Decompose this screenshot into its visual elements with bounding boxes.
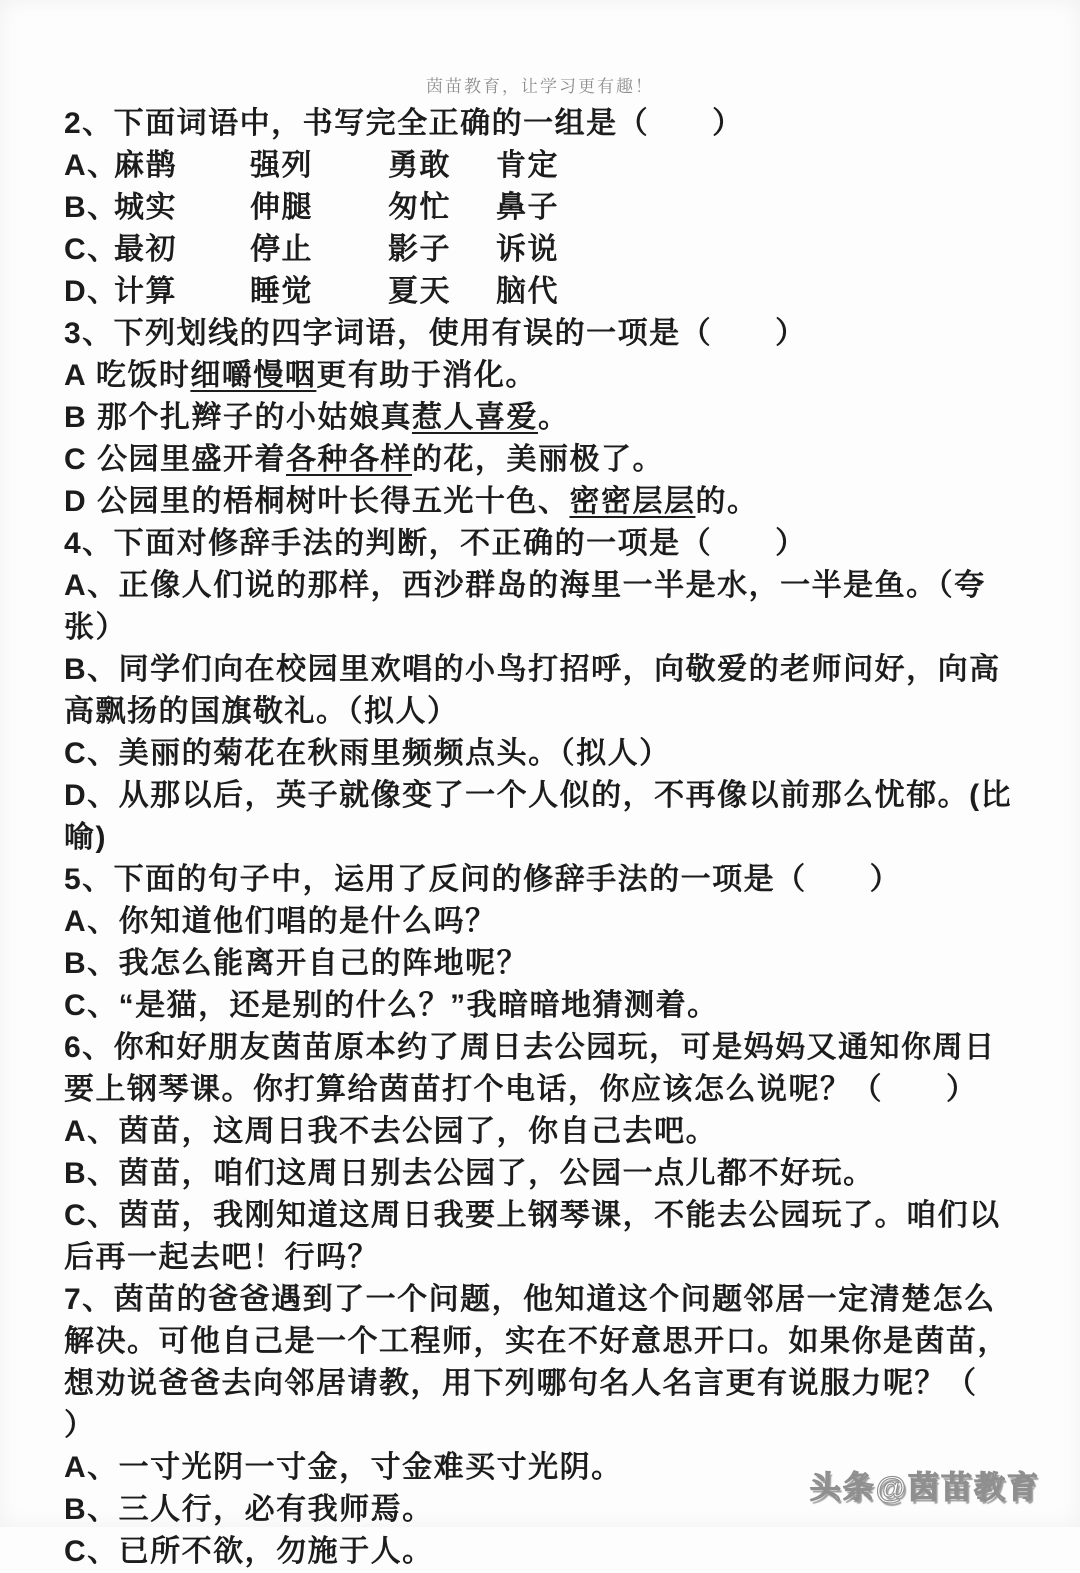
- question-5-option-a: A、你知道他们唱的是什么吗？: [64, 905, 497, 938]
- question-6-option-a: A、茵苗，这周日我不去公园了，你自己去吧。: [64, 1115, 718, 1148]
- underlined-phrase: 细嚼慢咽: [190, 359, 317, 392]
- option-label: A、: [64, 149, 119, 182]
- word-cell: 诉说: [496, 233, 559, 266]
- question-4-stem: 4、下面对修辞手法的判断，不正确的一项是（ ）: [64, 527, 807, 560]
- question-5-stem: 5、下面的句子中，运用了反问的修辞手法的一项是（ ）: [64, 863, 902, 896]
- word-cell: 停止: [250, 233, 313, 266]
- question-3-stem: 3、下列划线的四字词语，使用有误的一项是（ ）: [64, 317, 807, 350]
- word-cell: 脑代: [496, 275, 559, 308]
- word-cell: 夏天: [388, 275, 451, 308]
- question-4-option-b: B、同学们向在校园里欢唱的小鸟打招呼，向敬爱的老师问好，向高高飘扬的国旗敬礼。（拟人）: [64, 653, 1001, 728]
- watermark-text: 头条@茵苗教育: [809, 1470, 1040, 1505]
- question-7-option-a: A、一寸光阴一寸金，寸金难买寸光阴。: [64, 1451, 623, 1484]
- word-cell: 最初: [114, 233, 177, 266]
- underlined-phrase: 各种各样: [286, 443, 412, 476]
- option-label: C、: [64, 233, 119, 266]
- header-slogan: 茵苗教育，让学习更有趣！: [426, 77, 654, 96]
- question-4-option-c: C、美丽的菊花在秋雨里频频点头。（拟人）: [64, 737, 671, 770]
- option-text: 。: [538, 401, 570, 434]
- question-6-stem: 6、你和好朋友茵苗原本约了周日去公园玩，可是妈妈又通知你周日要上钢琴课。你打算给茵苗打个电话，你应该怎么说呢？（ ）: [64, 1031, 996, 1106]
- option-text: 的花，美丽极了。: [412, 443, 664, 476]
- question-7-option-b: B、三人行，必有我师焉。: [64, 1493, 434, 1526]
- word-cell: 影子: [388, 233, 451, 266]
- option-text: D 公园里的梧桐树叶长得五光十色、: [64, 485, 570, 518]
- question-2-stem: 2、下面词语中，书写完全正确的一组是（ ）: [64, 107, 744, 140]
- question-2-row-a: [64, 145, 1018, 187]
- option-text: B 那个扎辫子的小姑娘真: [64, 401, 412, 434]
- question-7-stem: 7、茵苗的爸爸遇到了一个问题，他知道这个问题邻居一定清楚怎么解决。可他自己是一个工程师，实在不好意思开口。如果你是茵苗，想劝说爸爸去向邻居请教，用下列哪句名人名言更有说服力呢？（ ）: [64, 1283, 1041, 1442]
- question-2-row-d: [64, 271, 1018, 313]
- question-2-row-c: [64, 229, 1018, 271]
- underlined-phrase: 密密层层: [569, 485, 696, 518]
- word-cell: 匆忙: [388, 191, 451, 224]
- question-7-option-c: C、已所不欲，勿施于人。: [64, 1535, 434, 1568]
- question-4-option-d: D、从那以后，英子就像变了一个人似的，不再像以前那么忧郁。(比喻): [64, 779, 1013, 854]
- option-text: 更有助于消化。: [316, 359, 537, 392]
- question-3-option-c: [64, 439, 1018, 481]
- question-2-row-b: [64, 187, 1018, 229]
- option-text: 的。: [695, 485, 759, 518]
- word-cell: 计算: [114, 275, 177, 308]
- word-cell: 强列: [250, 149, 313, 182]
- option-text: A 吃饭时: [64, 359, 191, 392]
- question-3-option-d: [64, 481, 1018, 523]
- question-5-option-b: B、我怎么能离开自己的阵地呢？: [64, 947, 529, 980]
- question-3-option-a: [64, 355, 1018, 397]
- word-cell: 肯定: [496, 149, 559, 182]
- word-cell: 睡觉: [250, 275, 313, 308]
- underlined-phrase: 惹人喜爱: [412, 401, 538, 434]
- question-3-option-b: [64, 397, 1018, 439]
- word-cell: 勇敢: [388, 149, 451, 182]
- word-cell: 伸腿: [250, 191, 313, 224]
- option-text: C 公园里盛开着: [64, 443, 286, 476]
- question-6-option-b: B、茵苗，咱们这周日别去公园了，公园一点儿都不好玩。: [64, 1157, 875, 1190]
- option-label: B、: [64, 191, 119, 224]
- word-cell: 城实: [114, 191, 177, 224]
- word-cell: 鼻子: [496, 191, 559, 224]
- question-5-option-c: C、“是猫，还是别的什么？”我暗暗地猜测着。: [64, 989, 719, 1022]
- question-6-option-c: C、茵苗，我刚知道这周日我要上钢琴课，不能去公园玩了。咱们以后再一起去吧！行吗？: [64, 1199, 1001, 1274]
- option-label: D、: [64, 275, 119, 308]
- word-cell: 麻鹊: [114, 149, 177, 182]
- question-4-option-a: A、正像人们说的那样，西沙群岛的海里一半是水，一半是鱼。（夸张）: [64, 569, 986, 644]
